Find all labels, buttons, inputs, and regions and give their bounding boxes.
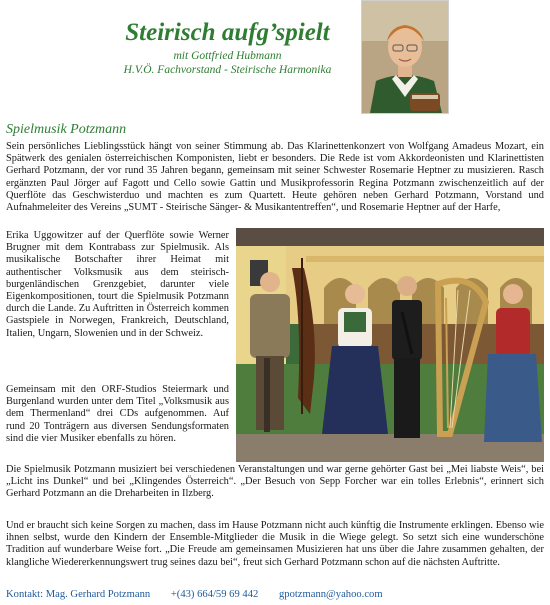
page-title: Steirisch aufg’spielt xyxy=(125,19,330,46)
subtitle-role: H.V.Ö. Fachvorstand - Steirische Harmonika xyxy=(123,64,332,76)
contact-line xyxy=(6,588,401,601)
article-paragraph-2: Erika Uggowitzer auf der Querflöte sowie Werner Brugner mit dem Kontrabass zur Spielmusik. Als musikalische Botschafter ihrer Heimat mit authentischer Volksmusik aus dem steirisch-burgenländischen Grenzgebiet, darunter viele Eigenkompositionen, tourt die Spielmusik Potzmann durch die Lande. Zu Auftritten in Österreich kommen Gastspiele in Norwegen, Frankreich, Deutschland, Italien, Ungarn, Slowenien und in der Schweiz. xyxy=(6,230,229,339)
article-paragraph-3: Gemeinsam mit den ORF-Studios Steiermark und Burgenland wurden unter dem Titel „Volksmusik aus dem Thermenland“ drei CDs aufgenommen. Auf rund 20 Tonträgern aus diversen Sendungsformaten sind die vier Musiker ebenfalls zu hören. xyxy=(6,384,229,444)
article-paragraph-4: Die Spielmusik Potzmann musiziert bei verschiedenen Veranstaltungen und war gerne gehörter Gast bei „Mei liabste Weis“, bei „Licht ins Dunkel“ und bei „Klingendes Österreich“. „Der Besuch von Sepp Forcher war ein tolles Erlebnis“, erinnert sich Gerhard Potzmann an die Dreharbeiten in Ilzberg. xyxy=(6,464,544,500)
section-heading: Spielmusik Potzmann xyxy=(6,122,127,137)
contact-phone: +(43) 664/59 69 442 xyxy=(170,589,259,600)
article-paragraph-1: Sein persönliches Lieblingsstück hängt von seiner Stimmung ab. Das Klarinettenkonzert von Wolfgang Amadeus Mozart, ein Spätwerk des genialen österreichischen Komponisten, liebt er besonders. Die Rede ist vom Akkordeonisten und Klarinettisten Gerhard Potzmann, der vor rund 35 Jahren begann, gemeinsam mit seiner Schwester Rosemarie Heptner zu musizieren. Rasch ergänzten Paul Jörger auf Fagott und Cello sowie Gattin und Musikprofessorin Regina Potzmann zwischenzeitlich auf der Querflöte das Geschwisterduo und machten es zum Quartett. Heute gehören neben Gerhard Potzmann, Vorstand und Aufnahmeleiter des Vereins „SUMT - Steirische Sänger- & Musikantentreffen“, und Rosemarie Heptner auf der Harfe, xyxy=(6,141,544,214)
contact-name: Kontakt: Mag. Gerhard Potzmann xyxy=(6,589,151,600)
subtitle-author: mit Gottfried Hubmann xyxy=(173,50,282,62)
contact-email-link[interactable]: gpotzmann@yahoo.com xyxy=(278,589,383,600)
article-paragraph-5: Und er braucht sich keine Sorgen zu machen, dass im Hause Potzmann nicht auch künftig die Instrumente erklingen. Ebenso wie ihnen selbst, wurde den Kindern der Ensemble-Mitglieder die Musik in die Wiege gelegt. So setzt sich eine wunderschöne Tradition auf wunderbare Weise fort. „Die Freude am gemeinsamen Musizieren hat uns über die Jahre zusammen gehalten, der klangliche Wiedererkennungswert trug seines dazu bei“, freut sich Gerhard Potzmann schon auf die nächsten Auftritte. xyxy=(6,520,544,568)
page-header xyxy=(0,0,550,118)
ensemble-photo xyxy=(236,228,544,462)
author-portrait-photo xyxy=(361,0,449,114)
ensemble-image xyxy=(236,228,544,462)
portrait-image xyxy=(362,1,448,113)
